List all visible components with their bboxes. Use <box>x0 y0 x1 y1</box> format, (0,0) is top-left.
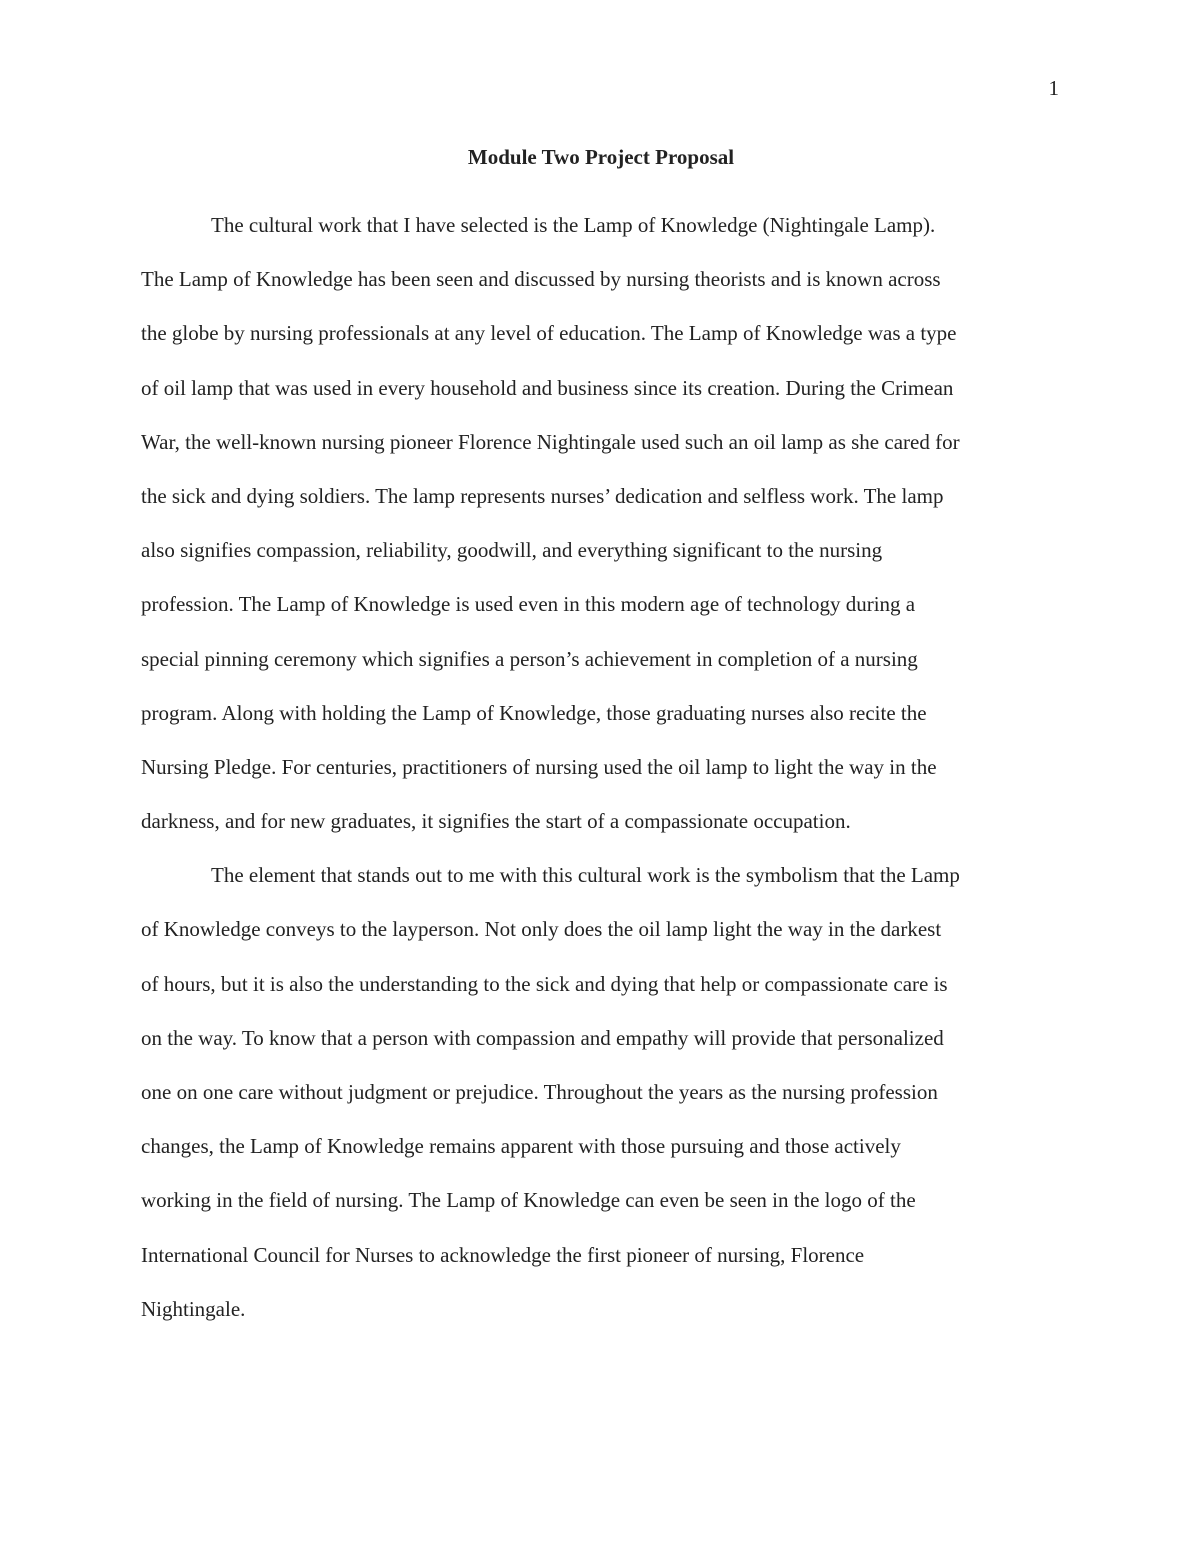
document-body <box>141 144 1061 1336</box>
paragraph-line: International Council for Nurses to acknowledge the first pioneer of nursing, Florence <box>141 1242 865 1267</box>
paragraph-line: working in the field of nursing. The Lamp of Knowledge can even be seen in the logo of the <box>141 1188 916 1213</box>
paragraph-line: of hours, but it is also the understanding to the sick and dying that help or compassionate care is <box>141 971 948 996</box>
paragraph-line: the sick and dying soldiers. The lamp represents nurses’ dedication and selfless work. The lamp <box>141 483 944 508</box>
paragraph-line: special pinning ceremony which signifies a person’s achievement in completion of a nursing <box>141 646 918 671</box>
paragraph-line: The Lamp of Knowledge has been seen and discussed by nursing theorists and is known across <box>141 267 941 292</box>
paragraph-2 <box>141 848 1061 1336</box>
paragraph-1 <box>141 198 1061 848</box>
page-number: 1 <box>1048 76 1059 100</box>
paragraph-line: also signifies compassion, reliability, goodwill, and everything significant to the nursing <box>141 538 883 563</box>
paragraph-line: The cultural work that I have selected is the Lamp of Knowledge (Nightingale Lamp). <box>211 213 936 237</box>
paragraph-line: changes, the Lamp of Knowledge remains apparent with those pursuing and those actively <box>141 1134 901 1159</box>
paragraph-line: program. Along with holding the Lamp of Knowledge, those graduating nurses also recite the <box>141 700 927 725</box>
paragraph-line: the globe by nursing professionals at any level of education. The Lamp of Knowledge was a type <box>141 321 957 346</box>
paragraph-line: profession. The Lamp of Knowledge is used even in this modern age of technology during a <box>141 592 916 617</box>
paragraph-line: The element that stands out to me with this cultural work is the symbolism that the Lamp <box>211 863 960 888</box>
paragraph-line: War, the well-known nursing pioneer Florence Nightingale used such an oil lamp as she cared for <box>141 429 960 454</box>
paragraph-line: one on one care without judgment or prejudice. Throughout the years as the nursing profession <box>141 1080 938 1104</box>
paragraph-line: on the way. To know that a person with compassion and empathy will provide that personalized <box>141 1025 944 1050</box>
paragraph-line: darkness, and for new graduates, it signifies the start of a compassionate occupation. <box>141 809 851 834</box>
paragraph-line: Nursing Pledge. For centuries, practitioners of nursing used the oil lamp to light the way in the <box>141 754 937 779</box>
document-title: Module Two Project Proposal <box>467 145 735 169</box>
paragraph-line: Nightingale. <box>141 1296 246 1321</box>
paragraph-line: of Knowledge conveys to the layperson. Not only does the oil lamp light the way in the darkest <box>141 917 942 942</box>
paragraph-line: of oil lamp that was used in every household and business since its creation. During the Crimean <box>141 375 954 400</box>
